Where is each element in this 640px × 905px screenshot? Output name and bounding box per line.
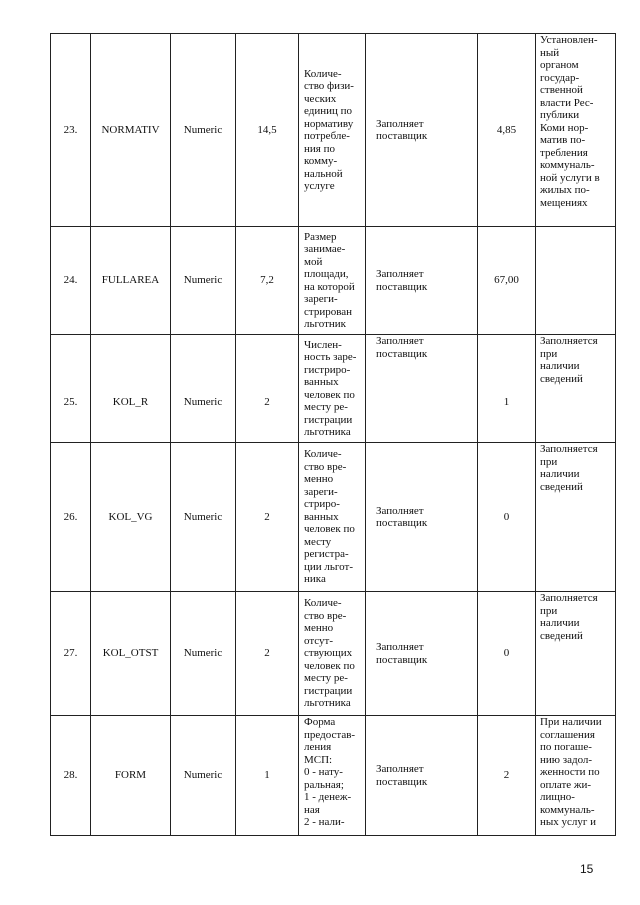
field-type: Numeric xyxy=(171,716,236,836)
filler-text: Заполняет поставщик xyxy=(376,641,428,666)
field-description xyxy=(299,443,366,592)
field-filler xyxy=(366,716,478,836)
description-text: Размер занимае- мой площади, на которой зареги- стрирован льготник xyxy=(304,230,355,330)
field-type: Numeric xyxy=(171,592,236,716)
row-number: 25. xyxy=(51,335,91,443)
note-text: Заполняется при наличии сведений xyxy=(540,592,598,642)
field-filler xyxy=(366,335,478,443)
field-size: 1 xyxy=(236,716,299,836)
field-name: KOL_VG xyxy=(91,443,171,592)
table-row xyxy=(51,716,616,836)
field-type: Numeric xyxy=(171,34,236,227)
field-description xyxy=(299,716,366,836)
field-note xyxy=(536,335,616,443)
field-name: FORM xyxy=(91,716,171,836)
filler-text: Заполняет поставщик xyxy=(376,117,428,142)
filler-text: Заполняет поставщик xyxy=(376,268,428,293)
field-note xyxy=(536,227,616,335)
field-filler xyxy=(366,34,478,227)
field-name: KOL_OTST xyxy=(91,592,171,716)
field-example: 1 xyxy=(478,335,536,443)
description-text: Количе- ство вре- менно отсут- ствующих человек по месту ре- гистрации льготника xyxy=(304,597,355,710)
field-size: 7,2 xyxy=(236,227,299,335)
field-filler xyxy=(366,592,478,716)
note-text: Заполняется при наличии сведений xyxy=(540,335,598,385)
row-number: 23. xyxy=(51,34,91,227)
field-description xyxy=(299,34,366,227)
description-text: Количе- ство вре- менно зареги- стриро- ванных человек по месту регистра- ции льгот- ника xyxy=(304,448,355,586)
field-example: 67,00 xyxy=(478,227,536,335)
field-example: 0 xyxy=(478,443,536,592)
field-description xyxy=(299,227,366,335)
field-example: 2 xyxy=(478,716,536,836)
table-row xyxy=(51,34,616,227)
field-size: 2 xyxy=(236,443,299,592)
field-type: Numeric xyxy=(171,227,236,335)
note-text: Установлен- ный органом государ- ственной власти Рес- публики Коми нор- матив по- требления коммуналь- ной услуги в жилых по- мещениях xyxy=(540,34,600,209)
table-row xyxy=(51,227,616,335)
filler-text: Заполняет поставщик xyxy=(376,763,428,788)
field-example: 0 xyxy=(478,592,536,716)
field-filler xyxy=(366,227,478,335)
field-type: Numeric xyxy=(171,335,236,443)
row-number: 27. xyxy=(51,592,91,716)
filler-text: Заполняет поставщик xyxy=(376,504,428,529)
row-number: 24. xyxy=(51,227,91,335)
filler-text: Заполняет поставщик xyxy=(376,335,428,360)
table-row xyxy=(51,335,616,443)
field-note xyxy=(536,443,616,592)
field-name: FULLAREA xyxy=(91,227,171,335)
field-filler xyxy=(366,443,478,592)
row-number: 28. xyxy=(51,716,91,836)
field-note xyxy=(536,34,616,227)
table-row xyxy=(51,443,616,592)
description-text: Числен- ность заре- гистриро- ванных человек по месту ре- гистрации льготника xyxy=(304,338,357,438)
description-text: Форма предостав- ления МСП: 0 - нату- ральная; 1 - денеж- ная 2 - нали- xyxy=(304,716,356,828)
table-row xyxy=(51,592,616,716)
document-table xyxy=(50,33,616,836)
page-number: 15 xyxy=(580,862,594,876)
field-type: Numeric xyxy=(171,443,236,592)
field-name: KOL_R xyxy=(91,335,171,443)
field-size: 2 xyxy=(236,592,299,716)
field-example: 4,85 xyxy=(478,34,536,227)
description-text: Количе- ство физи- ческих единиц по нормативу потребле- ния по комму- нальной услуге xyxy=(304,67,354,192)
field-description xyxy=(299,592,366,716)
field-size: 14,5 xyxy=(236,34,299,227)
field-note xyxy=(536,592,616,716)
row-number: 26. xyxy=(51,443,91,592)
note-text: Заполняется при наличии сведений xyxy=(540,443,598,493)
field-note xyxy=(536,716,616,836)
field-description xyxy=(299,335,366,443)
note-text: При наличии соглашения по погаше- нию задол- женности по оплате жи- лищно- коммуналь- ных услуг и xyxy=(540,716,602,828)
field-size: 2 xyxy=(236,335,299,443)
field-name: NORMATIV xyxy=(91,34,171,227)
